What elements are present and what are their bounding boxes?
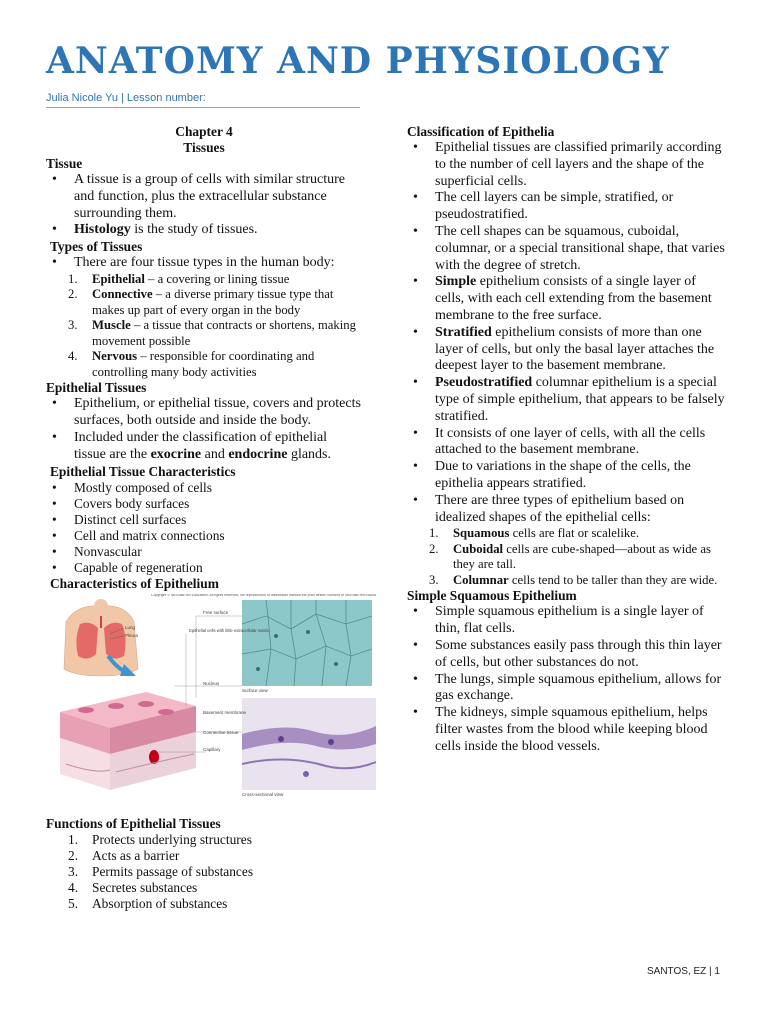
- figure-copyright: Copyright © McGraw-Hill Education. All rights reserved. No reproduction or distribution without the prior written consent of McGraw-Hill Education.: [151, 593, 376, 597]
- list-item: • Pseudostratified columnar epithelium is a special type of simple epithelium, that appears to be falsely stratified.: [407, 375, 725, 425]
- list-item: • Due to variations in the shape of the cells, the epithelia appears stratified.: [407, 459, 725, 493]
- list-item: • Some substances easily pass through this thin layer of cells, but other substances do not.: [407, 638, 725, 672]
- list-item: • Mostly composed of cells: [46, 480, 362, 496]
- label-pleura: Pleura: [125, 632, 139, 638]
- characteristics-list: [46, 480, 362, 576]
- functions-list: [46, 832, 362, 912]
- list-item: 3. Permits passage of substances: [68, 863, 254, 879]
- list-item: • There are four tissue types in the human body:: [46, 255, 362, 272]
- list-item: 1. Squamous cells are flat or scalelike.: [429, 526, 640, 541]
- list-item: • Capable of regeneration: [46, 560, 362, 576]
- section-heading-tissue: Tissue: [46, 156, 83, 171]
- surface-view-micrograph: [242, 600, 372, 693]
- list-item: • Distinct cell surfaces: [46, 512, 362, 528]
- cell-shapes-list: [407, 526, 725, 588]
- label-epithelial-cells: Epithelial cells with little extracellular matrix: [189, 627, 270, 633]
- epithelium-figure: [46, 594, 376, 816]
- left-column: [46, 124, 376, 912]
- list-item: 1. Epithelial – a covering or lining tissue: [68, 271, 290, 286]
- list-item: • Nonvascular: [46, 544, 362, 560]
- epithelium-illustration: [46, 594, 376, 816]
- classification-list: [407, 140, 725, 526]
- tissue-types-list: [46, 272, 362, 381]
- simple-squamous-list: [407, 604, 725, 755]
- list-item: • There are three types of epithelium based on idealized shapes of the epithelial cells:: [407, 493, 725, 527]
- list-item: • Epithelial tissues are classified primarily according to the number of cell layers and the shape of the superficial cells.: [407, 140, 725, 190]
- right-column: [407, 124, 725, 756]
- label-basement-membrane: Basement membrane: [203, 709, 247, 715]
- chapter-title: Tissues: [183, 140, 225, 155]
- label-lung: Lung: [125, 624, 136, 630]
- list-item: 5. Absorption of substances: [68, 895, 228, 911]
- list-item: 2. Connective – a diverse primary tissue type that makes up part of every organ in the body: [68, 287, 334, 317]
- header-divider: [46, 107, 360, 108]
- section-heading-simple-squamous: Simple Squamous Epithelium: [407, 588, 577, 604]
- list-item: • The lungs, simple squamous epithelium, allows for gas exchange.: [407, 672, 725, 706]
- list-item: • Included under the classification of epithelial tissue are the exocrine and endocrine glands.: [46, 430, 362, 464]
- list-item: 4. Nervous – responsible for coordinating and controlling many body activities: [68, 349, 315, 379]
- list-item: 2. Cuboidal cells are cube-shaped—about as wide as they are tall.: [429, 541, 711, 572]
- cross-section-micrograph: [242, 698, 376, 797]
- label-surface-view: Surface view: [242, 687, 268, 693]
- label-connective-tissue: Connective tissue: [203, 729, 239, 735]
- tissue-list: [46, 172, 362, 239]
- list-item: 3. Columnar cells tend to be taller than they are wide.: [429, 572, 718, 587]
- section-heading-characteristics-of-epithelium: Characteristics of Epithelium: [50, 575, 219, 591]
- list-item: • The cell shapes can be squamous, cuboidal, columnar, or a special transitional shape, that varies with the degree of stretch.: [407, 224, 725, 274]
- list-item: • Epithelium, or epithelial tissue, covers and protects surfaces, both outside and inside the body.: [46, 396, 362, 430]
- list-item: • The kidneys, simple squamous epithelium, helps filter wastes from the blood while keeping blood cells inside the blood vessels.: [407, 705, 725, 755]
- section-heading-epithelial: Epithelial Tissues: [46, 380, 147, 396]
- list-item: 3. Muscle – a tissue that contracts or shortens, making movement possible: [68, 318, 356, 348]
- torso-lungs-icon: [64, 599, 139, 676]
- list-item: • Simple squamous epithelium is a single layer of thin, flat cells.: [407, 604, 725, 638]
- list-item: 1. Protects underlying structures: [68, 831, 252, 847]
- list-item: 2. Acts as a barrier: [68, 847, 180, 863]
- list-item: • Stratified epithelium consists of more than one layer of cells, but only the basal layer attaches the deepest layer to the basement membrane.: [407, 325, 725, 375]
- author-line: Julia Nicole Yu | Lesson number:: [46, 92, 206, 104]
- document-title: ANATOMY AND PHYSIOLOGY: [46, 40, 670, 82]
- epithelial-list: [46, 396, 362, 463]
- types-list: [46, 255, 362, 272]
- list-item: 4. Secretes substances: [68, 879, 198, 895]
- list-item: • It consists of one layer of cells, with all the cells attached to the basement membrane.: [407, 426, 725, 460]
- list-item: • Histology is the study of tissues.: [46, 222, 362, 239]
- chapter-number: Chapter 4: [175, 124, 233, 139]
- list-item: • Simple epithelium consists of a single layer of cells, with each cell extending from the basement membrane to the free surface.: [407, 274, 725, 324]
- term-histology: Histology: [74, 222, 131, 238]
- list-item: • A tissue is a group of cells with similar structure and function, plus the extracellular substance surrounding them.: [46, 172, 362, 222]
- section-heading-types: Types of Tissues: [50, 239, 143, 255]
- label-capillary: Capillary: [203, 746, 221, 752]
- list-item: • The cell layers can be simple, stratified, or pseudostratified.: [407, 190, 725, 224]
- list-item: • Cell and matrix connections: [46, 528, 362, 544]
- epithelium-block-diagram: [60, 692, 196, 790]
- label-free-surface: Free surface: [203, 609, 229, 615]
- label-cross-sectional-view: Cross-sectional view: [242, 791, 284, 797]
- section-heading-characteristics: Epithelial Tissue Characteristics: [50, 463, 236, 479]
- section-heading-classification: Classification of Epithelia: [407, 124, 555, 139]
- list-item: • Covers body surfaces: [46, 496, 362, 512]
- page-footer: SANTOS, EZ | 1: [647, 966, 720, 977]
- section-heading-functions: Functions of Epithelial Tissues: [46, 815, 221, 831]
- label-nucleus: Nucleus: [203, 680, 220, 686]
